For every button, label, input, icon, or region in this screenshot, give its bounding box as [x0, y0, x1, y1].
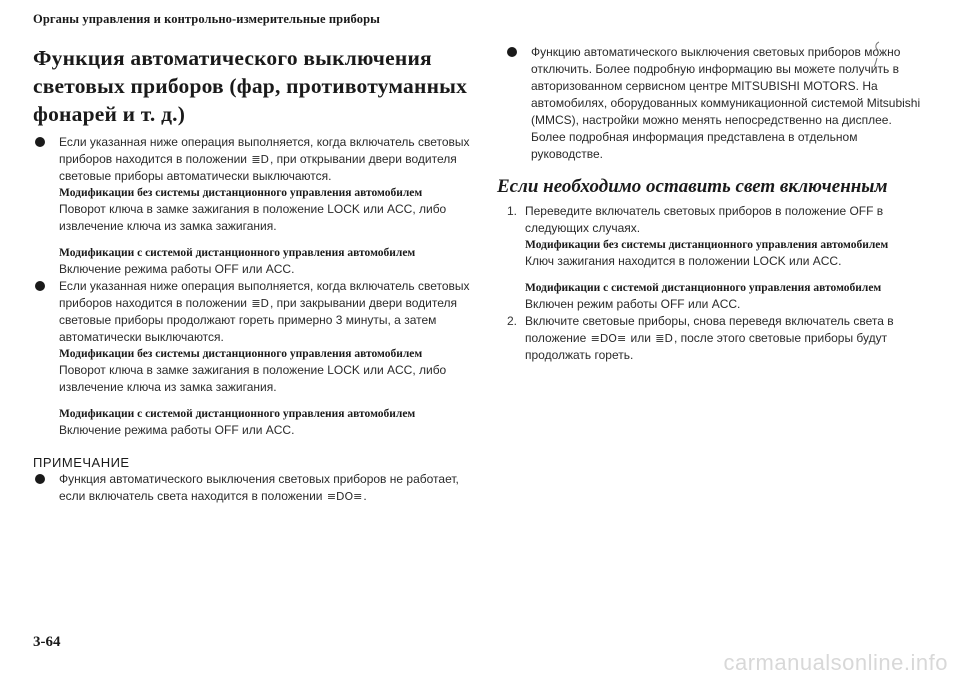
text-span: .	[363, 489, 367, 503]
bullet-icon	[35, 281, 45, 291]
parking-light-icon: ≡DO≡	[590, 332, 627, 345]
watermark: carmanualsonline.info	[723, 650, 948, 675]
title-line-2: световых приборов (фар, противотуманных	[33, 74, 468, 98]
bullet-icon	[35, 474, 45, 484]
page-number: 3-64	[33, 634, 61, 650]
modification-text: Поворот ключа в замке зажигания в положение LOCK или ACC, либо извлечение ключа из замка зажигания.	[59, 202, 447, 233]
modification-label: Модификации без системы дистанционного управления автомобилем	[59, 187, 423, 199]
text-span: Если указанная ниже операция выполняется, когда включатель световых приборов находится в положении	[59, 279, 470, 310]
right-column	[497, 44, 925, 364]
bullet-icon	[35, 137, 45, 147]
modification-label: Модификации с системой дистанционного управления автомобилем	[59, 247, 416, 259]
page-title	[33, 44, 473, 128]
headlight-icon: ≣D	[251, 297, 270, 310]
text-span: Если указанная ниже операция выполняется, когда включатель световых приборов находится в положении	[59, 135, 470, 166]
modification-text: Ключ зажигания находится в положении LOCK или ACC.	[525, 254, 842, 268]
modification-text: Включение режима работы OFF или ACC.	[59, 423, 295, 437]
modification-text: Включение режима работы OFF или ACC.	[59, 262, 295, 276]
item-number: 1.	[507, 204, 518, 218]
parking-light-icon: ≡DO≡	[326, 490, 363, 503]
bullet-item-3	[505, 44, 925, 163]
section-header: Органы управления и контрольно-измерительные приборы	[33, 12, 380, 26]
modification-label: Модификации без системы дистанционного управления автомобилем	[525, 239, 889, 251]
note-title: ПРИМЕЧАНИЕ	[33, 455, 130, 470]
note-item	[33, 471, 473, 505]
note-text	[59, 471, 473, 505]
bullet-item-1	[33, 134, 473, 278]
title-line-3: фонарей и т. д.)	[33, 102, 186, 126]
bullet-text-2	[59, 278, 473, 346]
bullet-text-1	[59, 134, 473, 185]
modification-label: Модификации с системой дистанционного управления автомобилем	[59, 408, 416, 420]
numbered-item-2	[505, 313, 925, 364]
headlight-icon: ≣D	[655, 332, 673, 345]
text-span: , при закрывании двери водителя световые приборы продолжают гореть примерно 3 минуты, а затем автоматически выключаются.	[59, 296, 458, 344]
bullet-text-3: Функцию автоматического выключения световых приборов можно отключить. Более подробную информацию вы можете получить в авторизованном сервисном центре MITSUBISHI MOTORS. На автомобилях, оборудованных коммуникационной системой Mitsubishi (MMCS), настройки можно менять непосредственно на дисплее. Более подробная информация представлена в отдельном руководстве.	[531, 45, 921, 161]
item-text: Переведите включатель световых приборов в положение OFF в следующих случаях.	[525, 204, 884, 235]
text-span: Включите световые приборы, снова переведя включатель света в положение	[525, 314, 894, 345]
bullet-item-2	[33, 278, 473, 439]
title-line-1: Функция автоматического выключения	[33, 46, 432, 70]
modification-text: Включен режим работы OFF или ACC.	[525, 297, 741, 311]
item-number: 2.	[507, 314, 518, 328]
bullet-icon	[507, 47, 517, 57]
numbered-item-1	[505, 203, 925, 313]
headlight-icon: ≣D	[251, 153, 270, 166]
text-span: , после этого световые приборы будут продолжать гореть.	[525, 331, 888, 362]
text-span: или	[627, 331, 655, 345]
modification-label: Модификации с системой дистанционного управления автомобилем	[525, 282, 882, 294]
subsection-title: Если необходимо оставить свет включенным	[497, 176, 888, 197]
modification-text: Поворот ключа в замке зажигания в положение LOCK или ACC, либо извлечение ключа из замка зажигания.	[59, 363, 447, 394]
pencil-mark-icon	[870, 40, 884, 68]
modification-label: Модификации без системы дистанционного управления автомобилем	[59, 348, 423, 360]
left-column	[33, 44, 473, 505]
item-text	[525, 313, 925, 364]
text-span: , при открывании двери водителя световые приборы автоматически выключаются.	[59, 152, 457, 183]
text-span: Функция автоматического выключения световых приборов не работает, если включатель света находится в положении	[59, 472, 459, 503]
